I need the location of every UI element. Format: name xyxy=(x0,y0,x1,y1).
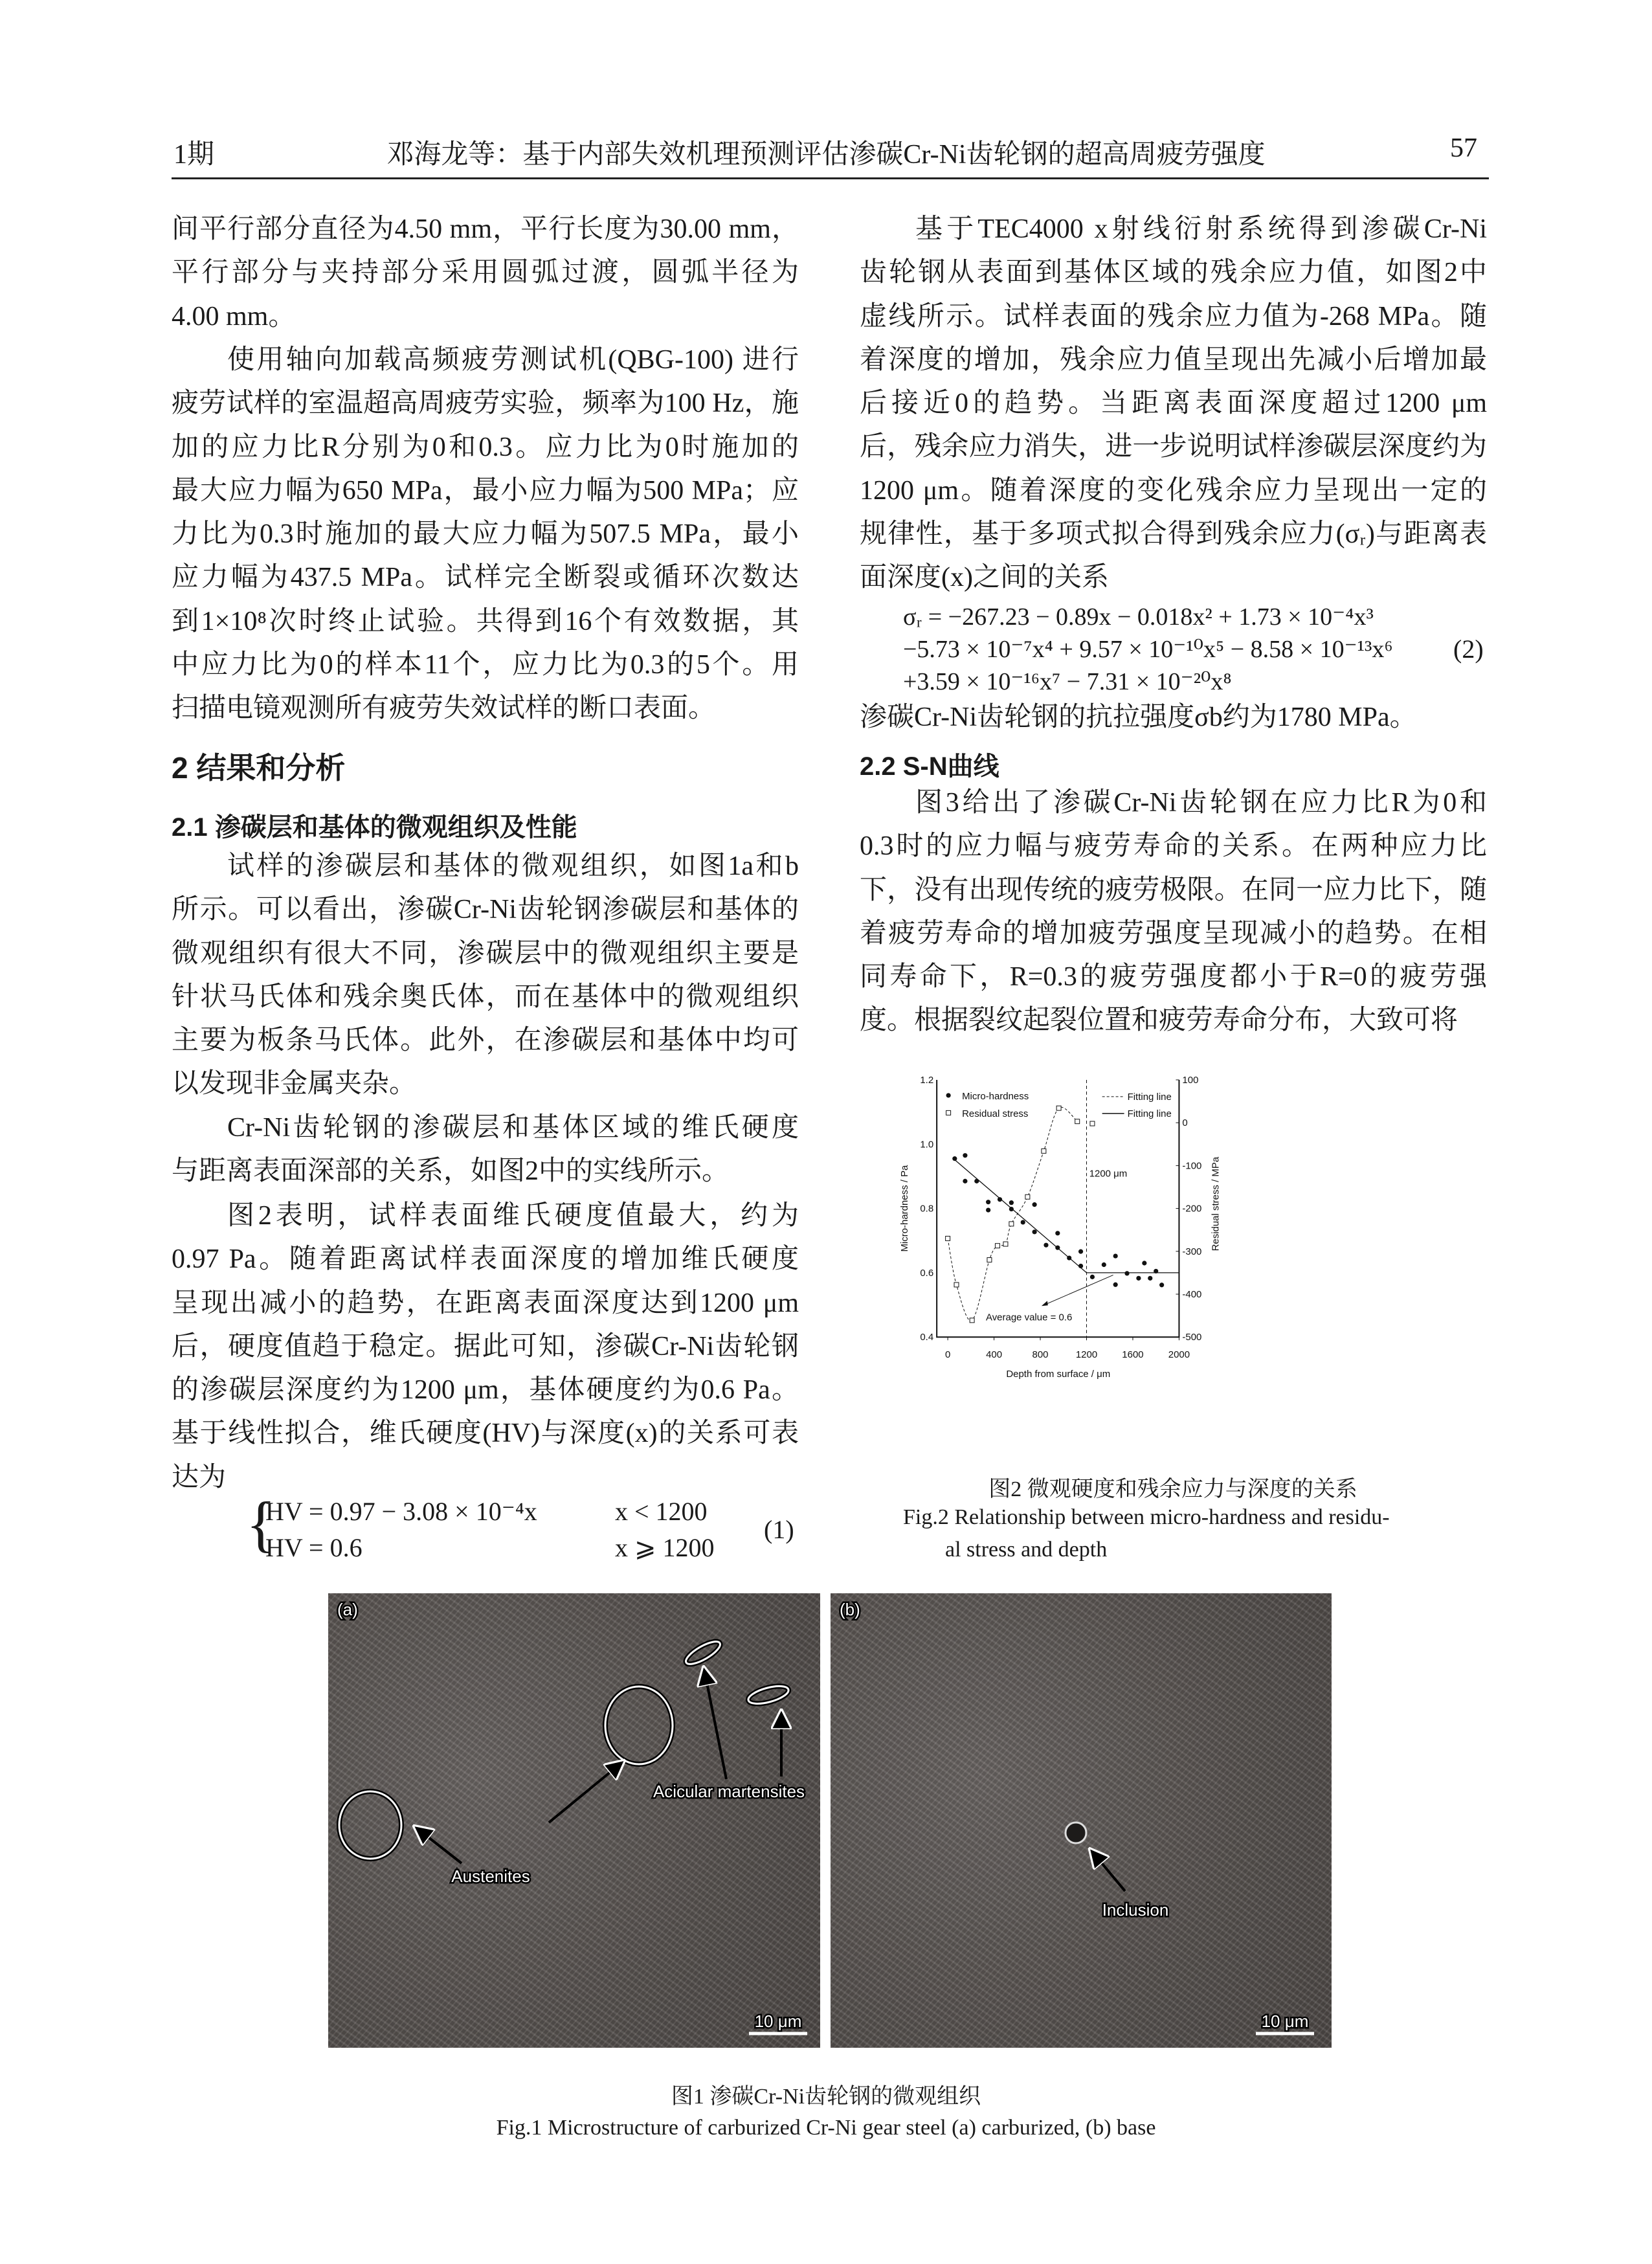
text-line: 间平行部分直径为4.50 mm，平行长度为30.00 mm， xyxy=(172,214,799,244)
text-line: 达为 xyxy=(172,1462,227,1492)
outline-highlights xyxy=(339,1637,790,1859)
hardness-point xyxy=(1159,1283,1164,1287)
y-axis-label: Micro-hardness / Pa xyxy=(899,1165,911,1252)
stress-point xyxy=(995,1244,999,1248)
running-title: 邓海龙等：基于内部失效机理预测评估渗碳Cr-Ni齿轮钢的超高周疲劳强度 xyxy=(386,140,1266,170)
panel-b-tag: (b) xyxy=(840,1600,860,1619)
x-tick-label: 0 xyxy=(944,1349,951,1361)
section-heading: 2 结果和分析 xyxy=(172,751,346,785)
text-line: 0.3时的应力幅与疲劳寿命的关系。在两种应力比 xyxy=(860,831,1487,862)
text-line: 所示。可以看出，渗碳Cr-Ni齿轮钢渗碳层和基体的 xyxy=(172,895,799,925)
hardness-point xyxy=(1090,1275,1095,1279)
legend-hardness-label: Micro-hardness xyxy=(962,1090,1029,1102)
stress-point xyxy=(987,1258,992,1262)
text-line: 应力幅为437.5 MPa。试样完全断裂或循环次数达 xyxy=(172,563,799,593)
hardness-fit-line xyxy=(955,1160,1179,1273)
x-tick-label: 800 xyxy=(1032,1349,1049,1361)
average-arrow xyxy=(1045,1275,1113,1305)
y-tick-label: 1.0 xyxy=(920,1139,934,1150)
brace: { xyxy=(246,1489,276,1558)
text-line: 图2表明，试样表面维氏硬度值最大，约为 xyxy=(227,1201,799,1231)
eq1-cond-2: x ⩾ 1200 xyxy=(615,1533,715,1562)
fig2-caption-cn: 图2 微观硬度和残余应力与深度的关系 xyxy=(988,1477,1357,1501)
text-line: 的渗碳层深度约为1200 μm，基体硬度约为0.6 Pa。 xyxy=(172,1375,799,1406)
martensites-label: Acicular martensites xyxy=(653,1782,805,1801)
subsection-heading-2-2: 2.2 S-N曲线 xyxy=(860,752,999,781)
left-paragraph-2 xyxy=(172,339,799,731)
text-line: 以发现非金属夹杂。 xyxy=(172,1069,417,1099)
fig1-caption-en: Fig.1 Microstructure of carburized Cr-Ni gear steel (a) carburized, (b) base xyxy=(496,2116,1156,2140)
text-line: 面深度(x)之间的关系 xyxy=(860,563,1109,593)
y-tick-label: 0.4 xyxy=(920,1332,934,1343)
text-line: 平行部分与夹持部分采用圆弧过渡，圆弧半径为 xyxy=(172,258,799,288)
stress-fit-line xyxy=(948,1107,1077,1321)
subsection-heading-2-1: 2.1 渗碳层和基体的微观组织及性能 xyxy=(172,813,577,842)
eq2-line-1: σᵣ = −267.23 − 0.89x − 0.018x² + 1.73 × 10⁻⁴x³ xyxy=(903,603,1374,631)
hardness-point xyxy=(1113,1253,1118,1258)
eq1-line-1: HV = 0.97 − 3.08 × 10⁻⁴x xyxy=(265,1497,537,1526)
scale-bar-label: 10 μm xyxy=(1261,2012,1309,2031)
text-line: 针状马氏体和残余奥氏体，而在基体中的微观组织 xyxy=(172,981,799,1012)
legend-hardness-marker xyxy=(946,1093,951,1097)
right-paragraph-2 xyxy=(860,696,1487,739)
hardness-point xyxy=(1032,1229,1037,1234)
scale-bar-label: 10 μm xyxy=(754,2012,802,2031)
text-line: 同寿命下，R=0.3的疲劳强度都小于R=0的疲劳强 xyxy=(860,962,1487,992)
text-line: 后，硬度值趋于稳定。据此可知，渗碳Cr-Ni齿轮钢 xyxy=(172,1331,799,1362)
legend-stress-label: Residual stress xyxy=(962,1108,1029,1119)
right-paragraph-3 xyxy=(860,781,1487,1043)
eq2-number: (2) xyxy=(1453,634,1484,664)
issue-number: 1期 xyxy=(173,140,215,170)
text-line: 齿轮钢从表面到基体区域的残余应力值，如图2中 xyxy=(860,258,1487,288)
text-line: 试样的渗碳层和基体的微观组织，如图1a和b xyxy=(227,851,799,881)
text-line: 着深度的增加，残余应力值呈现出先减小后增加最 xyxy=(860,344,1487,375)
text-line: 0.97 Pa。随着距离试样表面深度的增加维氏硬度 xyxy=(172,1244,799,1275)
panel-a-tag: (a) xyxy=(337,1600,358,1619)
eq2-line-3: +3.59 × 10⁻¹⁶x⁷ − 7.31 × 10⁻²⁰x⁸ xyxy=(903,668,1232,695)
text-line: 图3给出了渗碳Cr-Ni齿轮钢在应力比R为0和 xyxy=(915,788,1487,818)
y2-tick-label: 100 xyxy=(1182,1074,1199,1086)
y2-tick-label: -300 xyxy=(1182,1246,1202,1257)
inclusion-arrow xyxy=(1092,1852,1125,1891)
text-line: 度。根据裂纹起裂位置和疲劳寿命分布，大致可将 xyxy=(860,1005,1458,1036)
hardness-point xyxy=(1078,1264,1083,1268)
average-arrowhead xyxy=(1042,1301,1048,1306)
eq1-cond-1: x < 1200 xyxy=(615,1497,708,1526)
hardness-point xyxy=(986,1207,990,1212)
right-paragraph-1 xyxy=(860,208,1487,600)
hardness-point xyxy=(1142,1261,1146,1265)
text-line: 后，残余应力消失，进一步说明试样渗碳层深度约为 xyxy=(860,432,1487,462)
micrograph-carburized xyxy=(328,1593,820,2048)
hardness-point xyxy=(963,1153,967,1158)
fig1-caption-cn: 图1 渗碳Cr-Ni齿轮钢的微观组织 xyxy=(671,2085,981,2109)
stress-point xyxy=(1003,1242,1008,1246)
text-line: 渗碳Cr-Ni齿轮钢的抗拉强度σb约为1780 MPa。 xyxy=(860,702,1417,732)
hardness-point xyxy=(1032,1202,1037,1207)
inclusion-label: Inclusion xyxy=(1102,1900,1169,1920)
stress-point xyxy=(970,1318,974,1323)
depth-annotation: 1200 μm xyxy=(1089,1168,1128,1180)
stress-point xyxy=(1025,1194,1030,1199)
micrograph-base xyxy=(831,1593,1332,2048)
hardness-point xyxy=(1124,1271,1129,1275)
text-line: 力比为0.3时施加的最大应力幅为507.5 MPa，最小 xyxy=(172,519,799,550)
legend-dash-label: Fitting line xyxy=(1127,1091,1172,1103)
hardness-point xyxy=(1055,1231,1060,1235)
text-line: 使用轴向加载高频疲劳测试机(QBG-100) 进行 xyxy=(227,345,799,375)
text-line: 基于TEC4000 x射线衍射系统得到渗碳Cr-Ni xyxy=(915,214,1487,244)
hardness-point xyxy=(1009,1207,1014,1211)
y2-tick-label: -500 xyxy=(1182,1332,1202,1343)
text-line: 最大应力幅为650 MPa，最小应力幅为500 MPa；应 xyxy=(172,475,799,506)
eq2-line-2: −5.73 × 10⁻⁷x⁴ + 9.57 × 10⁻¹⁰x⁵ − 8.58 × 10⁻¹³x⁶ xyxy=(903,636,1393,663)
hardness-point xyxy=(1009,1200,1014,1205)
stress-point xyxy=(954,1283,959,1287)
hardness-point xyxy=(952,1156,957,1161)
text-line: 主要为板条马氏体。此外，在渗碳层和基体中均可 xyxy=(172,1026,799,1056)
x-tick-label: 400 xyxy=(986,1349,1003,1361)
austenites-label: Austenites xyxy=(451,1866,530,1886)
stress-point xyxy=(1042,1149,1046,1153)
text-line: 4.00 mm。 xyxy=(172,301,296,331)
legend-solid-label: Fitting line xyxy=(1127,1108,1172,1119)
text-line: 疲劳试样的室温超高周疲劳实验，频率为100 Hz，施 xyxy=(172,388,799,419)
hardness-point xyxy=(998,1197,1002,1202)
x-axis-label: Depth from surface / μm xyxy=(1006,1369,1111,1380)
left-paragraph-5 xyxy=(172,1194,799,1499)
x-tick-label: 1200 xyxy=(1075,1349,1098,1361)
text-line: Cr-Ni齿轮钢的渗碳层和基体区域的维氏硬度 xyxy=(227,1113,799,1143)
text-line: 加的应力比R分别为0和0.3。应力比为0时施加的 xyxy=(172,432,799,462)
text-line: 与距离表面深部的关系，如图2中的实线所示。 xyxy=(172,1156,730,1187)
text-line: 下，没有出现传统的疲劳极限。在同一应力比下，随 xyxy=(860,875,1487,905)
stress-point xyxy=(1009,1222,1014,1226)
hardness-point xyxy=(1113,1283,1118,1287)
text-line: 着疲劳寿命的增加疲劳强度呈现减小的趋势。在相 xyxy=(860,918,1487,948)
text-line: 虚线所示。试样表面的残余应力值为-268 MPa。随 xyxy=(860,301,1487,331)
header-rule xyxy=(172,177,1489,179)
hardness-point xyxy=(1044,1243,1048,1248)
text-line: 呈现出减小的趋势，在距离表面深度达到1200 μm xyxy=(172,1288,799,1318)
y2-tick-label: 0 xyxy=(1182,1117,1188,1129)
hardness-point xyxy=(1102,1262,1106,1267)
hardness-point xyxy=(1021,1220,1025,1224)
stress-point xyxy=(1056,1106,1061,1110)
y-tick-label: 0.6 xyxy=(920,1267,934,1279)
eq1-line-2: HV = 0.6 xyxy=(265,1533,363,1562)
y2-tick-label: -200 xyxy=(1182,1203,1202,1215)
text-line: 微观组织有很大不同，渗碳层中的微观组织主要是 xyxy=(172,938,799,969)
austenite-outlines xyxy=(339,1637,790,1859)
stress-point xyxy=(1075,1119,1080,1124)
hardness-point xyxy=(1055,1246,1060,1250)
page-number: 57 xyxy=(1450,133,1477,163)
hardness-point xyxy=(1067,1255,1071,1260)
inclusion-particle xyxy=(1066,1822,1086,1843)
average-annotation: Average value = 0.6 xyxy=(985,1312,1073,1323)
text-line: 1200 μm。随着深度的变化残余应力呈现出一定的 xyxy=(860,475,1487,506)
text-line: 扫描电镜观测所有疲劳失效试样的断口表面。 xyxy=(172,693,716,724)
y-tick-label: 0.8 xyxy=(920,1203,934,1215)
x-tick-label: 1600 xyxy=(1122,1349,1144,1361)
fig2-caption-en-2: al stress and depth xyxy=(945,1538,1108,1562)
fig2-caption-en-1: Fig.2 Relationship between micro-hardness and residu- xyxy=(903,1505,1390,1529)
annotation-arrows xyxy=(417,1670,781,1863)
text-line: 基于线性拟合，维氏硬度(HV)与深度(x)的关系可表 xyxy=(172,1418,799,1449)
text-line: 中应力比为0的样本11个，应力比为0.3的5个。用 xyxy=(172,650,799,680)
x-tick-label: 2000 xyxy=(1168,1349,1190,1361)
hardness-point xyxy=(986,1200,990,1204)
text-line: 规律性，基于多项式拟合得到残余应力(σᵣ)与距离表 xyxy=(860,519,1487,550)
text-line: 后接近0的趋势。当距离表面深度超过1200 μm xyxy=(860,388,1487,419)
hardness-point xyxy=(974,1179,979,1183)
stress-point xyxy=(1090,1121,1095,1126)
y-tick-label: 1.2 xyxy=(920,1074,934,1086)
y2-tick-label: -100 xyxy=(1182,1160,1202,1172)
hardness-point xyxy=(1136,1276,1141,1281)
hardness-point xyxy=(1154,1269,1158,1273)
eq1-number: (1) xyxy=(764,1515,794,1544)
text-line: 到1×10⁸次时终止试验。共得到16个有效数据，其 xyxy=(172,606,799,636)
legend-stress-marker xyxy=(946,1110,951,1115)
y2-axis-label: Residual stress / MPa xyxy=(1210,1156,1222,1251)
hardness-point xyxy=(963,1179,967,1183)
y2-tick-label: -400 xyxy=(1182,1288,1202,1300)
hardness-point xyxy=(1148,1276,1152,1281)
stress-point xyxy=(946,1236,950,1240)
left-paragraph-1 xyxy=(172,208,799,339)
left-paragraph-3 xyxy=(172,845,799,1106)
hardness-stress-chart xyxy=(893,1068,1450,1431)
left-paragraph-4 xyxy=(172,1106,799,1194)
hardness-point xyxy=(1078,1250,1083,1254)
equation-2 xyxy=(903,601,1393,698)
